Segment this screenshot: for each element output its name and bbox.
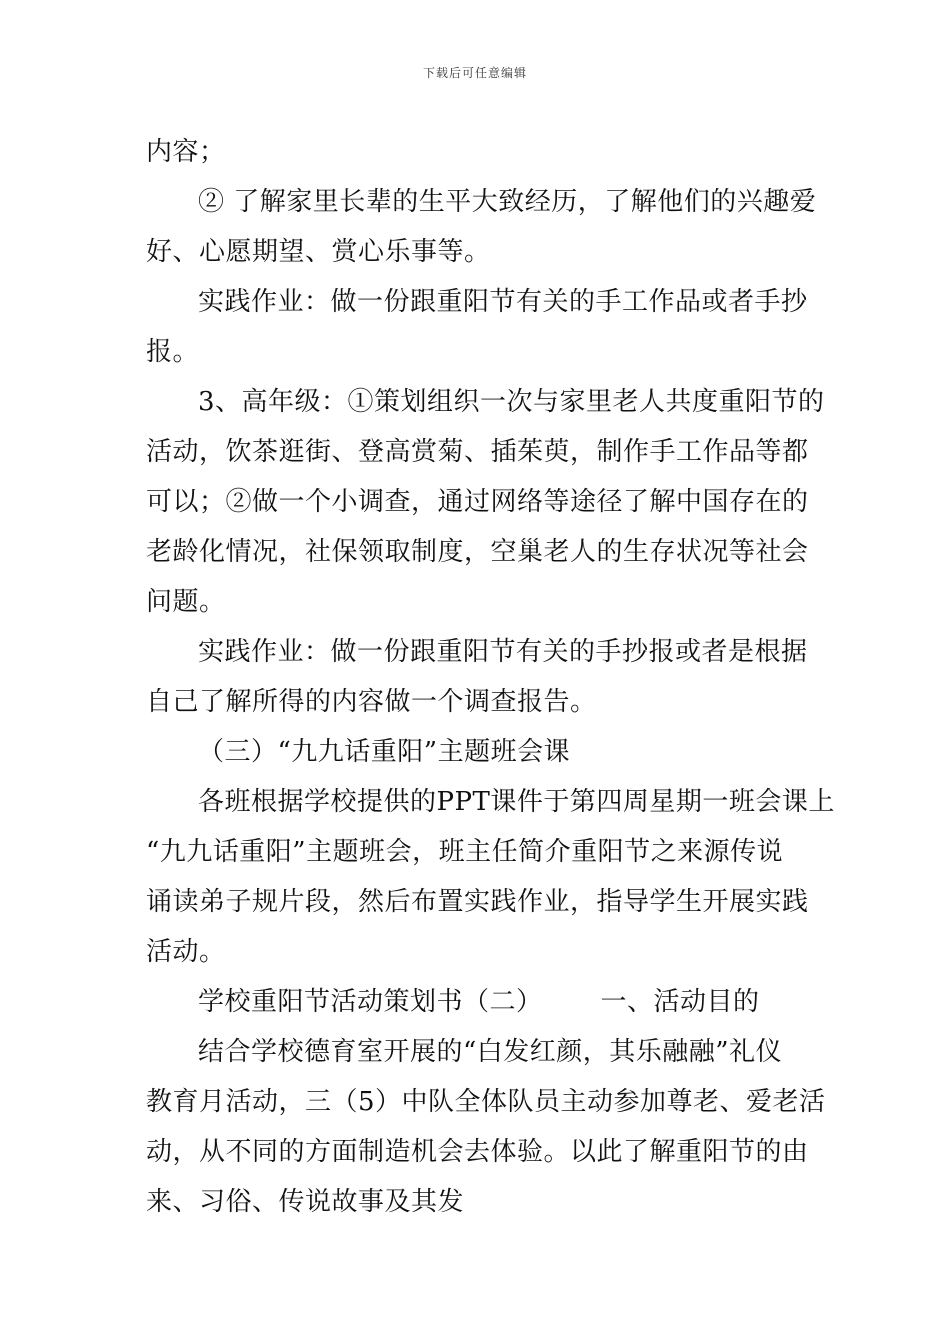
paragraph-line: 报。 bbox=[146, 337, 200, 367]
document-body bbox=[146, 127, 835, 1227]
paragraph-line: 活动。 bbox=[146, 937, 226, 967]
document-title: 学校重阳节活动策划书（二） bbox=[198, 987, 543, 1017]
paragraph-line: 各班根据学校提供的PPT课件于第四周星期一班会课上 bbox=[198, 787, 835, 817]
paragraph-line: 问题。 bbox=[146, 587, 226, 617]
paragraph-line: 实践作业：做一份跟重阳节有关的手抄报或者是根据 bbox=[198, 637, 808, 667]
paragraph-line: 活动，饮茶逛街、登高赏菊、插茱萸，制作手工作品等都 bbox=[146, 437, 809, 467]
section-heading: （三）“九九话重阳”主题班会课 bbox=[198, 737, 571, 767]
paragraph-line: 诵读弟子规片段，然后布置实践作业，指导学生开展实践 bbox=[146, 887, 809, 917]
paragraph-line: 3、高年级：①策划组织一次与家里老人共度重阳节的 bbox=[198, 387, 825, 417]
paragraph-line: 实践作业：做一份跟重阳节有关的手工作品或者手抄 bbox=[198, 287, 808, 317]
paragraph-line: 内容； bbox=[146, 137, 226, 167]
paragraph-line: 教育月活动，三（5）中队全体队员主动参加尊老、爱老活 bbox=[146, 1087, 826, 1117]
paragraph-line: 好、心愿期望、赏心乐事等。 bbox=[146, 237, 491, 267]
page-header-note: 下载后可任意编辑 bbox=[422, 66, 527, 80]
document-title-line bbox=[146, 977, 816, 1027]
paragraph-line: 可以；②做一个小调查，通过网络等途径了解中国存在的 bbox=[146, 487, 809, 517]
paragraph-line: 来、习俗、传说故事及其发 bbox=[146, 1187, 465, 1217]
paragraph-line: 自己了解所得的内容做一个调查报告。 bbox=[146, 687, 597, 717]
paragraph-line: ② 了解家里长辈的生平大致经历，了解他们的兴趣爱 bbox=[198, 187, 817, 217]
paragraph-line: 动，从不同的方面制造机会去体验。以此了解重阳节的由 bbox=[146, 1137, 809, 1167]
paragraph-line: “九九话重阳”主题班会，班主任简介重阳节之来源传说 bbox=[146, 837, 784, 867]
paragraph-line: 结合学校德育室开展的“白发红颜，其乐融融”礼仪 bbox=[198, 1037, 783, 1067]
section-heading: 一、活动目的 bbox=[600, 987, 760, 1017]
paragraph-line: 老龄化情况，社保领取制度，空巢老人的生存状况等社会 bbox=[146, 537, 809, 567]
